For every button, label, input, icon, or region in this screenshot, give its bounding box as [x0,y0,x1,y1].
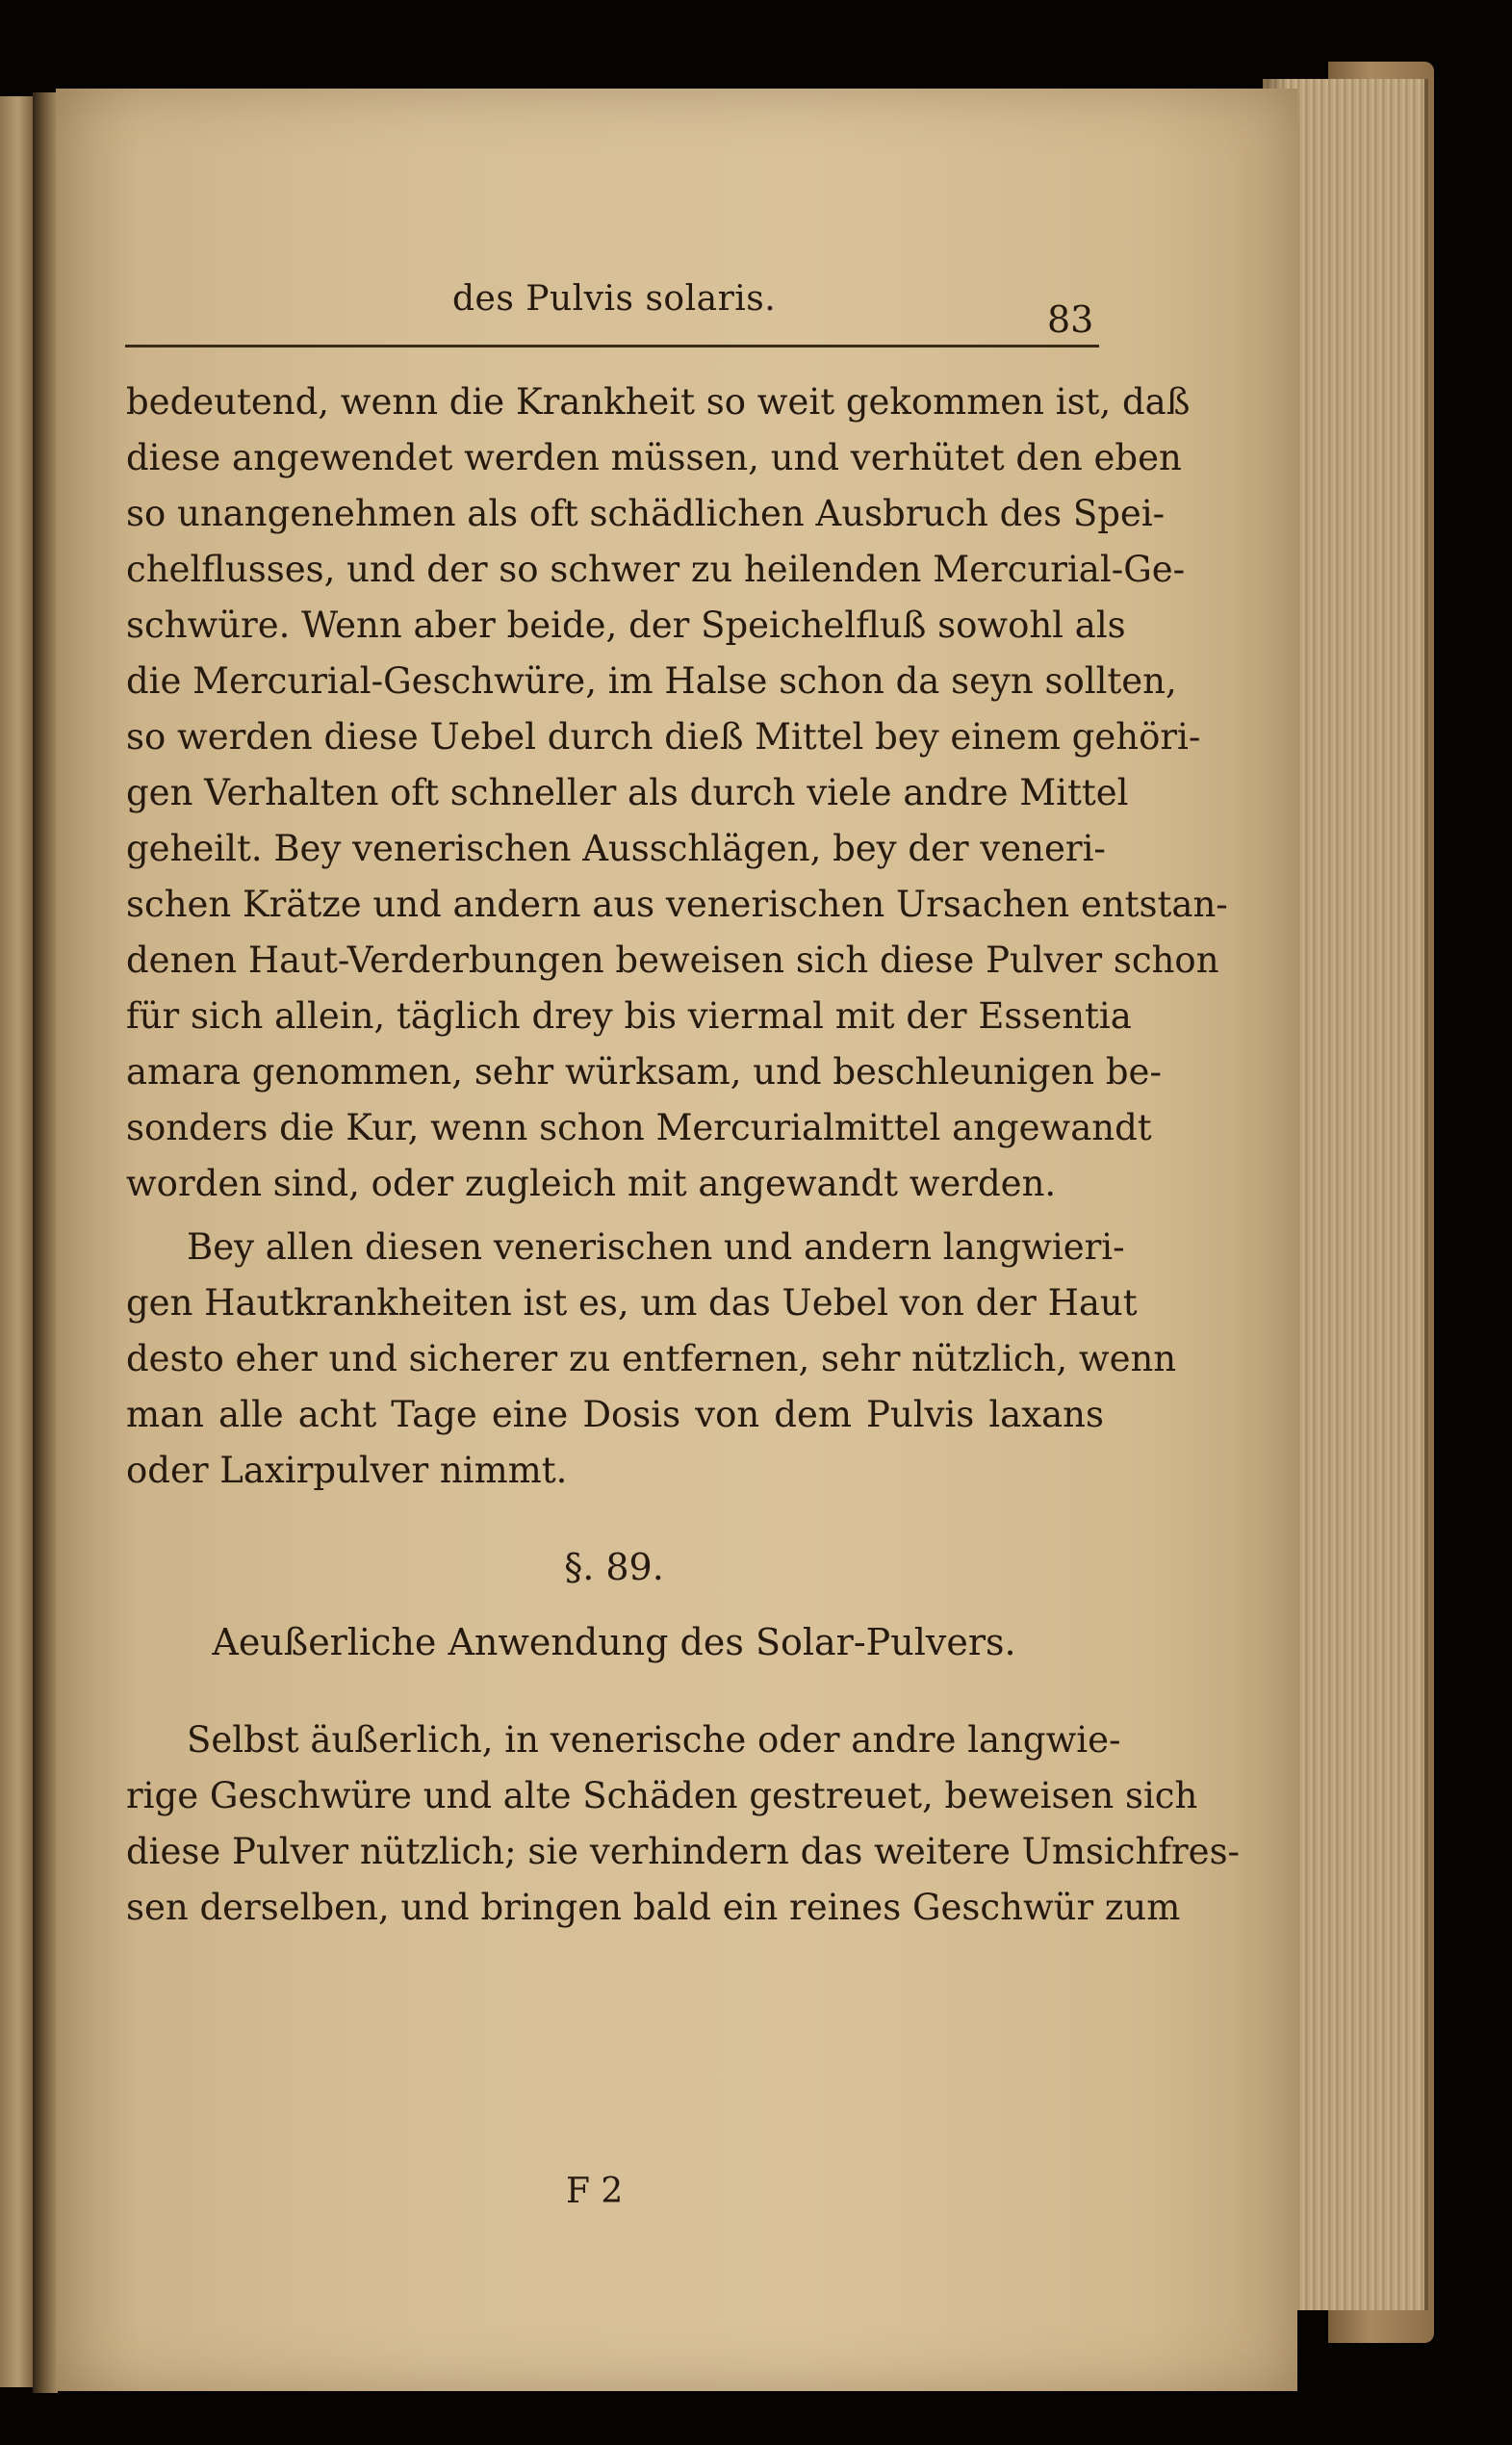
text-line: bedeutend, wenn die Krankheit so weit gekommen ist, daß [126,381,1191,423]
text-line: worden sind, oder zugleich mit angewandt werden. [126,1163,1057,1204]
text-line: rige Geschwüre und alte Schäden gestreuet, beweisen sich [126,1775,1198,1816]
text-line: gen Verhalten oft schneller als durch viele andre Mittel [126,772,1129,813]
text-line: Bey allen diesen venerischen und andern langwieri- [187,1226,1125,1268]
text-line: oder Laxirpulver nimmt. [126,1450,568,1491]
section-number: §. 89. [564,1546,664,1588]
left-page-fragment [0,96,33,2387]
text-line: gen Hautkrankheiten ist es, um das Uebel von der Haut [126,1282,1138,1324]
text-line: so unangenehmen als oft schädlichen Ausbruch des Spei- [126,493,1166,534]
page-number: 83 [1047,298,1094,341]
header-rule [125,345,1099,347]
page-text-block [56,89,1297,2391]
text-line: sen derselben, und bringen bald ein reines Geschwür zum [126,1887,1181,1928]
text-line: man alle acht Tage eine Dosis von dem Pulvis laxans [126,1394,1104,1435]
text-line: für sich allein, täglich drey bis viermal mit der Essentia [126,995,1132,1037]
signature-mark: F 2 [566,2172,624,2211]
book-page [56,89,1297,2391]
text-line: Selbst äußerlich, in venerische oder andre langwie- [187,1719,1121,1761]
book-gutter [33,92,58,2393]
text-line: denen Haut-Verderbungen beweisen sich diese Pulver schon [126,939,1219,981]
text-line: chelflusses, und der so schwer zu heilenden Mercurial-Ge- [126,549,1186,590]
text-line: desto eher und sicherer zu entfernen, sehr nützlich, wenn [126,1338,1177,1379]
text-line: diese Pulver nützlich; sie verhindern das weitere Umsichfres- [126,1831,1241,1872]
text-line: so werden diese Uebel durch dieß Mittel bey einem gehöri- [126,716,1201,758]
text-line: schwüre. Wenn aber beide, der Speichelfluß sowohl als [126,605,1126,646]
text-line: diese angewendet werden müssen, und verhütet den eben [126,437,1182,478]
text-line: sonders die Kur, wenn schon Mercurialmittel angewandt [126,1107,1152,1148]
text-line: amara genommen, sehr würksam, und beschleunigen be- [126,1051,1162,1093]
text-line: geheilt. Bey venerischen Ausschlägen, bey der veneri- [126,828,1106,869]
section-title: Aeußerliche Anwendung des Solar-Pulvers. [212,1621,1016,1663]
running-header: des Pulvis solaris. [452,279,777,319]
text-line: schen Krätze und andern aus venerischen Ursachen entstan- [126,884,1228,925]
text-line: die Mercurial-Geschwüre, im Halse schon da seyn sollten, [126,660,1177,702]
